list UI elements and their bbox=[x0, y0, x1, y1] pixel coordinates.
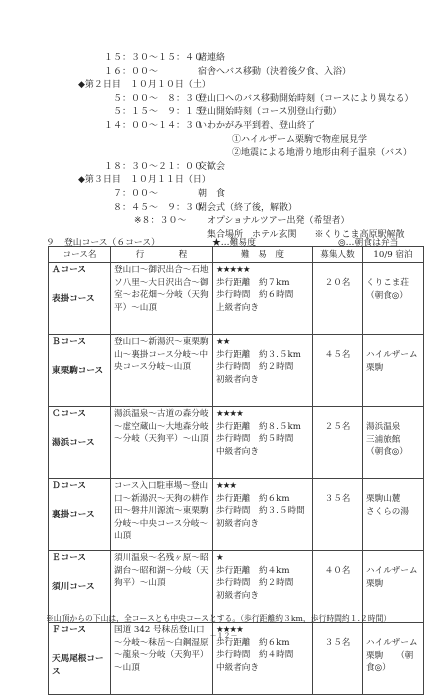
lodging-name: 湯浜温泉 bbox=[366, 422, 401, 432]
difficulty-cell bbox=[213, 479, 313, 551]
schedule-time: ◆第３日目 １０月１１日（日） bbox=[78, 175, 211, 186]
difficulty-stars: ★★★ bbox=[216, 481, 237, 491]
section-title: 登山コース（６コース） bbox=[64, 238, 160, 248]
capacity-cell: ３５名 bbox=[313, 623, 363, 695]
walk-time: 歩行時間 約４時間 bbox=[216, 650, 294, 661]
header-course: コース名 bbox=[49, 247, 111, 263]
lodging-note: 栗駒 bbox=[366, 362, 384, 373]
level: 初級者向き bbox=[216, 518, 259, 529]
course-title: 東栗駒コース bbox=[52, 366, 104, 376]
difficulty-stars: ★ bbox=[216, 553, 223, 563]
lodging-name: ハイルザーム bbox=[366, 566, 418, 576]
schedule-description: 朝 食 bbox=[198, 188, 226, 199]
table-row bbox=[49, 263, 424, 335]
course-name-cell bbox=[49, 551, 111, 623]
schedule-description: 宿舎へバス移動（決着後夕食、入浴） bbox=[198, 66, 352, 77]
difficulty-stars: ★★★★★ bbox=[216, 265, 250, 275]
schedule-time: ◆第２日目 １０月１０日（土） bbox=[78, 80, 211, 91]
capacity-cell: ４５名 bbox=[313, 335, 363, 407]
table-row bbox=[49, 335, 424, 407]
route-cell: 国道 342 号秣岳登山口～分岐～秣岳～白鋼湿原～龍泉～分岐（天狗平）～山頂 bbox=[111, 623, 213, 695]
schedule-time: １８：３０～２１：００ bbox=[104, 161, 204, 172]
lodging-name: くりこま荘 bbox=[366, 278, 409, 288]
route-cell: 須川温泉～名残ヶ原～昭湖台～昭和湖～分岐（天狗平）～山頂 bbox=[111, 551, 213, 623]
schedule-description: 諸連絡 bbox=[198, 53, 226, 63]
walk-distance: 歩行距離 約７km bbox=[216, 277, 290, 288]
course-letter: Ｄコース bbox=[52, 481, 86, 491]
walk-time: 歩行時間 約３.５時間 bbox=[216, 506, 305, 517]
schedule-description: いわかがみ平到着、登山終了 bbox=[198, 120, 316, 131]
schedule-row bbox=[0, 79, 447, 93]
schedule-row bbox=[0, 161, 447, 175]
schedule-time: ７：００～ bbox=[104, 188, 159, 199]
route-cell: コース入口駐車場～登山口～新湯沢～天狗の耕作田～磐井川源流～東栗駒分岐～中央コース分岐～山頂 bbox=[111, 479, 213, 551]
lodging-cell bbox=[363, 263, 424, 335]
schedule-description: 閉会式（終了後，解散） bbox=[198, 202, 298, 213]
schedule-row bbox=[0, 93, 447, 107]
table-row bbox=[49, 407, 424, 479]
schedule-description: 交歓会 bbox=[198, 161, 226, 172]
table-header-row bbox=[49, 247, 424, 263]
page-number: －１２－ bbox=[209, 632, 238, 640]
schedule-time: ５：００～ ８：３０ bbox=[104, 93, 204, 104]
schedule-time: ※８：３０～ bbox=[134, 216, 187, 227]
table-row bbox=[49, 479, 424, 551]
route-cell: 登山口～新湯沢～東栗駒山～裏掛コース分岐～中央コース分岐～山頂 bbox=[111, 335, 213, 407]
difficulty-cell bbox=[213, 335, 313, 407]
schedule-time: １５：３０～１５：４０ bbox=[104, 53, 204, 63]
course-letter: Ｅコース bbox=[52, 553, 86, 563]
walk-distance: 歩行距離 約８.５km bbox=[216, 421, 301, 432]
course-title: 裏掛コース bbox=[52, 510, 95, 520]
level: 初級者向き bbox=[216, 590, 259, 601]
schedule-row bbox=[0, 188, 447, 202]
schedule-row bbox=[0, 134, 447, 148]
level: 中級者向き bbox=[216, 662, 259, 673]
course-letter: Ｆコース bbox=[52, 625, 86, 635]
walk-time: 歩行時間 約５時間 bbox=[216, 434, 294, 445]
schedule-row bbox=[0, 174, 447, 188]
lodging-name: ハイルザーム bbox=[366, 350, 418, 360]
level: 中級者向き bbox=[216, 446, 259, 457]
lodging-note: さくらの湯 bbox=[366, 506, 409, 517]
schedule-description: 登山開始時刻（コース別登山行動） bbox=[198, 107, 342, 118]
lodging-note: 三浦旅館 （朝食◎） bbox=[366, 434, 409, 458]
course-title: 表掛コース bbox=[52, 294, 95, 304]
schedule-time: ５：１５～ ９：１５ bbox=[104, 107, 204, 118]
difficulty-stars: ★★★★ bbox=[216, 625, 243, 635]
capacity-cell: ３５名 bbox=[313, 479, 363, 551]
section-number: ９ bbox=[46, 238, 55, 248]
schedule-description: 登山口へのバス移動開始時刻（コースにより異なる） bbox=[198, 93, 414, 104]
schedule-time: １６：００～ bbox=[104, 66, 159, 77]
schedule-description: ①ハイルザーム栗駒で物産展見学 bbox=[232, 134, 368, 145]
course-letter: Ａコース bbox=[52, 265, 86, 275]
capacity-cell: ２０名 bbox=[313, 263, 363, 335]
schedule-description: 集合場所 ホテル玄関 ※くりこま高原駅解散 bbox=[198, 229, 405, 240]
schedule-row bbox=[0, 202, 447, 216]
route-cell: 湯浜温泉～古道の森分岐～虚空蔵山～大地森分岐～分岐（天狗平）～山頂 bbox=[111, 407, 213, 479]
course-title: 須川コース bbox=[52, 582, 95, 592]
schedule bbox=[0, 52, 447, 242]
course-name-cell bbox=[49, 479, 111, 551]
header-count: 募集人数 bbox=[313, 247, 363, 263]
lodging-note: 栗駒 （朝食◎） bbox=[366, 650, 414, 674]
schedule-description: オプショナルツアー出発（希望者） bbox=[198, 216, 350, 227]
lodging-cell bbox=[363, 551, 424, 623]
course-title: 湯浜コース bbox=[52, 438, 95, 448]
header-lodging: 10/9 宿泊 bbox=[363, 247, 424, 263]
course-table bbox=[48, 246, 424, 695]
schedule-description: ②地震による地滑り地形由利子温泉（バス） bbox=[232, 148, 413, 159]
difficulty-cell bbox=[213, 551, 313, 623]
walk-distance: 歩行距離 約４km bbox=[216, 565, 290, 576]
schedule-row bbox=[0, 147, 447, 161]
walk-distance: 歩行距離 約３.５km bbox=[216, 349, 301, 360]
course-title: 天馬尾根コース bbox=[52, 654, 104, 677]
lodging-name: ハイルザーム bbox=[366, 638, 418, 648]
course-name-cell bbox=[49, 335, 111, 407]
course-letter: Ｂコース bbox=[52, 337, 86, 347]
level: 初級者向き bbox=[216, 374, 259, 385]
lodging-cell bbox=[363, 407, 424, 479]
lodging-note: 栗駒 bbox=[366, 578, 384, 589]
difficulty-cell bbox=[213, 407, 313, 479]
course-name-cell bbox=[49, 407, 111, 479]
schedule-time: ８：４５～ ９：３０ bbox=[104, 202, 204, 213]
difficulty-stars: ★★ bbox=[216, 337, 230, 347]
route-cell: 登山口～御沢出合～石地ソ八里～大日沢出合～御室～お花畑～分岐（天狗平）～山頂 bbox=[111, 263, 213, 335]
course-name-cell bbox=[49, 263, 111, 335]
walk-distance: 歩行距離 約６km bbox=[216, 637, 290, 648]
difficulty-stars: ★★★★ bbox=[216, 409, 243, 419]
walk-distance: 歩行距離 約６km bbox=[216, 493, 290, 504]
capacity-cell: ２５名 bbox=[313, 407, 363, 479]
difficulty-cell bbox=[213, 263, 313, 335]
schedule-row bbox=[0, 215, 447, 229]
schedule-row bbox=[0, 66, 447, 80]
walk-time: 歩行時間 約６時間 bbox=[216, 290, 294, 301]
header-difficulty: 難 易 度 bbox=[213, 247, 313, 263]
schedule-time: １４：００～１４：３０ bbox=[104, 120, 204, 131]
schedule-row bbox=[0, 52, 447, 66]
lodging-note: （朝食◎） bbox=[366, 290, 408, 301]
lodging-cell bbox=[363, 479, 424, 551]
difficulty-legend: ★…難易度 bbox=[212, 238, 256, 248]
walk-time: 歩行時間 約２時間 bbox=[216, 362, 294, 373]
footnote: ※山頂からの下山は，全コースとも中央コースとする。（歩行距離約３km，歩行時間約１.２時間） bbox=[46, 614, 392, 623]
breakfast-note: ◎…朝食は弁当 bbox=[338, 238, 399, 248]
lodging-name: 栗駒山麓 bbox=[366, 494, 401, 504]
schedule-row bbox=[0, 120, 447, 134]
level: 上級者向き bbox=[216, 302, 259, 313]
lodging-cell bbox=[363, 335, 424, 407]
table-row bbox=[49, 551, 424, 623]
course-letter: Ｃコース bbox=[52, 409, 86, 419]
walk-time: 歩行時間 約２時間 bbox=[216, 578, 294, 589]
schedule-row bbox=[0, 106, 447, 120]
capacity-cell: ４０名 bbox=[313, 551, 363, 623]
header-route: 行 程 bbox=[111, 247, 213, 263]
